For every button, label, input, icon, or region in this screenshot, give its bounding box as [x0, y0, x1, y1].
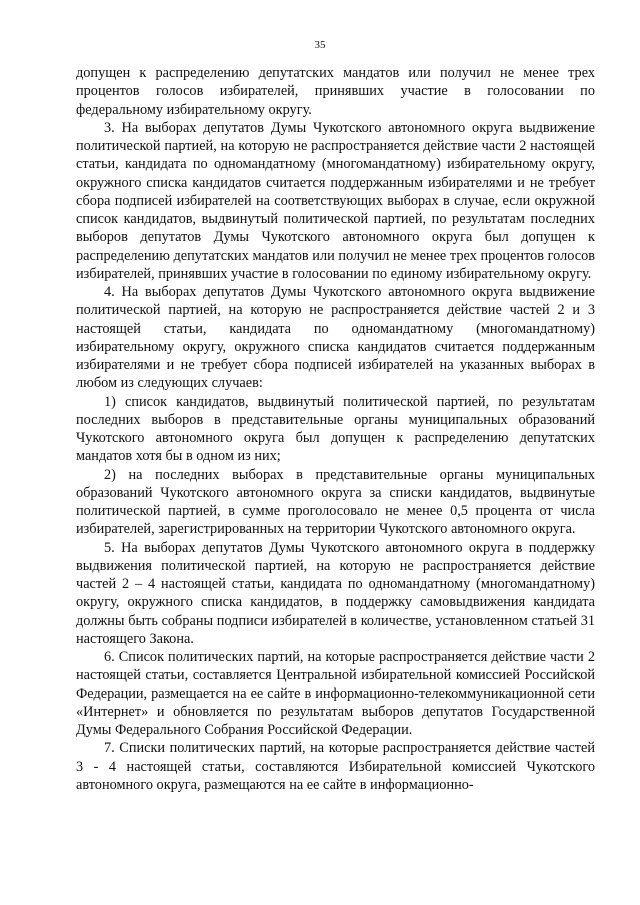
paragraph-item-1: 1) список кандидатов, выдвинутый политической партией, по результатам последних выборов в представительные органы муниципальных образований Чукотского автономного округа был допущен к распределению депутатских мандатов хотя бы в одном из них; [76, 393, 595, 465]
paragraph-part-3: 3. На выборах депутатов Думы Чукотского автономного округа выдвижение политической партией, на которую не распространяется действие части 2 настоящей статьи, кандидата по одномандатному (многомандатному) избирательному округу, окружного списка кандидатов считается поддержанным избирателями и не требует сбора подписей избирателей на соответствующих выборах в случае, если окружной список кандидатов, выдвинутый политической партией, по результатам последних выборов депутатов Думы Чукотского автономного округа был допущен к распределению депутатских мандатов или получил не менее трех процентов голосов избирателей, принявших участие в голосовании по единому избирательному округу. [76, 119, 595, 282]
paragraph-part-6: 6. Список политических партий, на которые распространяется действие части 2 настоящей статьи, составляется Центральной избирательной комиссией Российской Федерации, размещается на ее сайте в информационно-телекоммуникационной сети «Интернет» и обновляется по результатам выборов депутатов Государственной Думы Федерального Собрания Российской Федерации. [76, 649, 595, 738]
paragraph-item-2: 2) на последних выборах в представительные органы муниципальных образований Чукотского автономного округа за списки кандидатов, выдвинутые политической партией, в сумме проголосовало не менее 0,5 процента от числа избирателей, зарегистрированных на территории Чукотского автономного округа. [76, 466, 595, 538]
document-body [76, 64, 595, 794]
paragraph-part-4: 4. На выборах депутатов Думы Чукотского автономного округа выдвижение политической партией, на которую не распространяется действие частей 2 и 3 настоящей статьи, кандидата по одномандатному (многомандатному) избирательному округу, окружного списка кандидатов считается поддержанным избирателями и не требует сбора подписей избирателей на указанных выборах в любом из следующих случаев: [76, 284, 595, 392]
paragraph-continuation: допущен к распределению депутатских мандатов или получил не менее трех процентов голосов избирателей, принявших участие в голосовании по федеральному избирательному округу. [76, 65, 595, 118]
page-number: 35 [314, 39, 326, 51]
paragraph-part-5: 5. На выборах депутатов Думы Чукотского автономного округа в поддержку выдвижения политической партией, на которую не распространяется действие частей 2 – 4 настоящей статьи, кандидата по одномандатному (многомандатному) округу, окружного списка кандидатов, в поддержку самовыдвижения кандидата должны быть собраны подписи избирателей в количестве, установленном статьей 31 настоящего Закона. [76, 539, 595, 647]
paragraph-part-7: 7. Списки политических партий, на которые распространяется действие частей 3 - 4 настоящей статьи, составляются Избирательной комиссией Чукотского автономного округа, размещаются на ее сайте в информационно- [76, 740, 595, 793]
